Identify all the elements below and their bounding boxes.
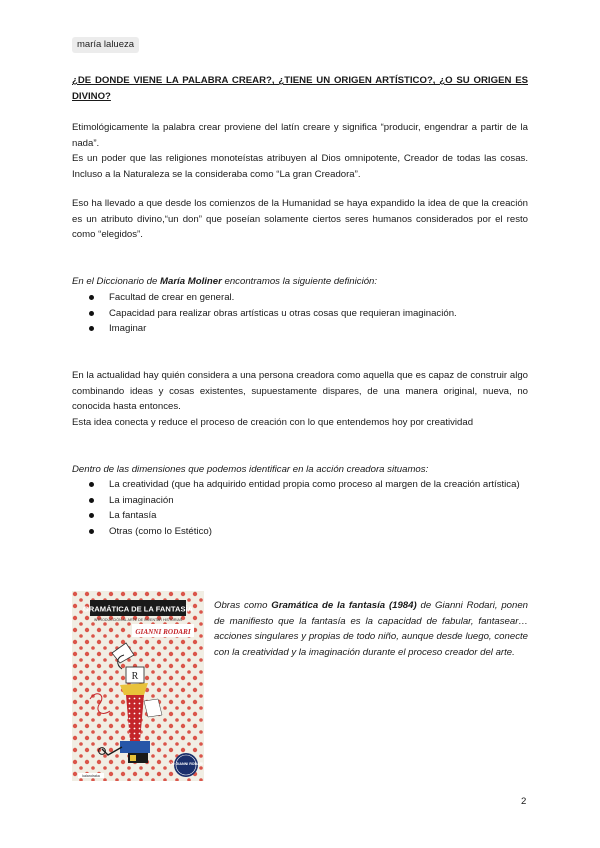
paragraph: Esta idea conecta y reduce el proceso de creación con lo que entendemos hoy por creatividad: [72, 416, 474, 428]
list-item: [72, 493, 528, 509]
page-heading: ¿DE DONDE VIENE LA PALABRA CREAR?, ¿TIENE UN ORIGEN ARTÍSTICO?, ¿O SU ORIGEN ES DIVINO?: [72, 75, 528, 102]
definition-list: [72, 290, 528, 337]
intro-prefix: En el Diccionario de: [72, 276, 160, 287]
paragraph: [72, 196, 528, 243]
list-item-text: Facultad de crear en general.: [109, 292, 235, 303]
list-item: [72, 508, 528, 524]
dimensions-intro: Dentro de las dimensiones que podemos identificar en la acción creadora situamos:: [72, 464, 429, 475]
list-item-text: La fantasía: [109, 510, 157, 521]
svg-text:R: R: [131, 671, 139, 682]
author-chip: maría lalueza: [72, 37, 139, 53]
bullet-icon: [89, 529, 94, 534]
bullet-icon: [89, 513, 94, 518]
dimensions-list: [72, 477, 528, 539]
cover-subtitle: INTRODUCCIÓN AL ARTE DE INVENTAR HISTORIAS: [93, 618, 183, 622]
list-item-text: Otras (como lo Estético): [109, 525, 212, 537]
list-item: [72, 477, 528, 493]
caption-prefix: Obras como: [214, 600, 272, 611]
book-cover-illustration: [72, 591, 204, 781]
cover-badge: 100 GIANNI RODARI: [168, 762, 204, 766]
current-view-section: [72, 368, 528, 430]
list-item: [72, 524, 528, 540]
list-item-text: Imaginar: [109, 323, 147, 334]
paragraph: Es un poder que las religiones monoteístas atribuyen al Dios omnipotente, Creador de todas las cosas. Incluso a la Naturaleza se la consideraba como “La gran Creadora”.: [72, 153, 528, 180]
caption-book-title: Gramática de la fantasía (1984): [271, 600, 417, 611]
bullet-icon: [89, 311, 94, 316]
list-item: [72, 290, 528, 306]
list-item: [72, 321, 528, 337]
book-cover-image: [72, 591, 204, 781]
definition-intro: [72, 274, 528, 290]
etymology-section: [72, 120, 528, 182]
book-caption: [214, 598, 528, 660]
list-item-text: La creatividad (que ha adquirido entidad propia como proceso al margen de la creación artística): [109, 479, 520, 490]
caption-body: de Gianni Rodari, ponen de manifiesto que la fantasía es la capacidad de fabular, fantasear… acciones singulares y propias de todo niño, aunque desde luego, conecte con la creatividad y la imaginación durante el proceso creador del arte.: [214, 600, 529, 658]
cover-author: GIANNI RODARI: [135, 628, 191, 636]
cover-publisher: kalandraka: [82, 774, 100, 778]
bullet-icon: [89, 295, 94, 300]
list-item-text: Capacidad para realizar obras artísticas u otras cosas que requieran imaginación.: [109, 307, 457, 319]
bullet-icon: [89, 482, 94, 487]
intro-name: María Moliner: [160, 276, 222, 287]
paragraph: En la actualidad hay quién considera a una persona creadora como aquella que es capaz de construir algo combinando ideas y cosas existentes, supuestamente dispares, de una manera original, nueva, no conocida hasta entonces.: [72, 370, 528, 412]
paragraph: Etimológicamente la palabra crear proviene del latín creare y significa “producir, engendrar a partir de la nada”.: [72, 122, 528, 149]
bullet-icon: [89, 498, 94, 503]
bullet-icon: [89, 326, 94, 331]
cover-title: GRAMÁTICA DE LA FANTASÍA: [82, 604, 194, 614]
list-item: [72, 306, 528, 322]
page-number: 2: [521, 796, 527, 807]
list-item-text: La imaginación: [109, 494, 174, 506]
intro-suffix: encontramos la siguiente definición:: [221, 276, 378, 287]
paragraph-text: Eso ha llevado a que desde los comienzos de la Humanidad se haya expandido la idea de que la creación es un atributo divino,“un don” que poseían solamente ciertos seres humanos considerados por el resto como “elegidos”.: [72, 198, 528, 240]
